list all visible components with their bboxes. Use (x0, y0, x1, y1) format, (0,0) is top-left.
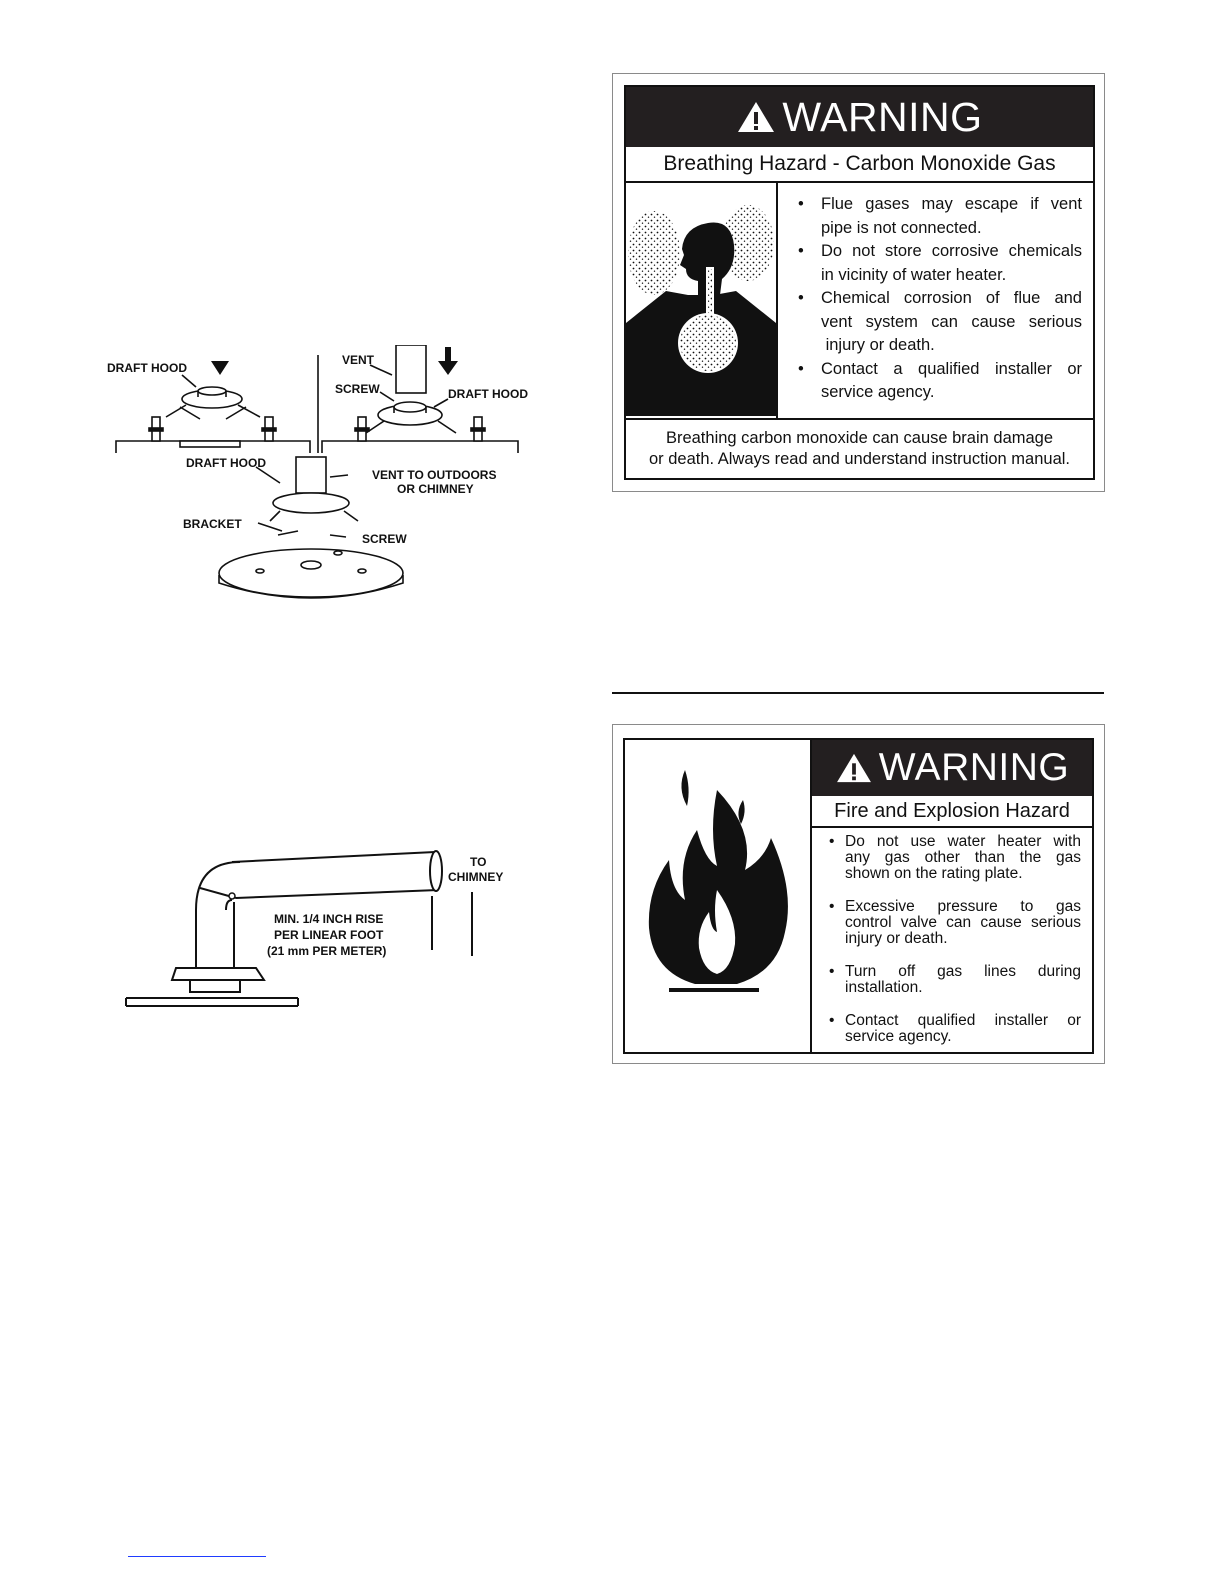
section-divider (612, 692, 1104, 694)
label-screw-top: SCREW (335, 382, 380, 396)
fire-warning-bullets (825, 834, 1081, 1045)
co-bullet-1: • Flue gases may escape if vent pipe is not connected. (794, 193, 1082, 240)
label-rise-line-2: PER LINEAR FOOT (274, 928, 384, 942)
label-or-chimney: OR CHIMNEY (397, 482, 474, 496)
label-bracket: BRACKET (183, 517, 242, 531)
warning-triangle-icon (835, 752, 873, 784)
fire-warning-title: WARNING (878, 746, 1070, 789)
fire-bullet-2: • Excessive pressure to gas control valve can cause serious injury or death. (825, 899, 1081, 947)
co-bullet-2: • Do not store corrosive chemicals in vicinity of water heater. (794, 240, 1082, 287)
warning-triangle-icon (736, 100, 776, 134)
label-rise-line-1: MIN. 1/4 INCH RISE (274, 912, 384, 926)
fire-warning-header (812, 740, 1092, 796)
label-screw-bottom: SCREW (362, 532, 407, 546)
fire-bullet-3: • Turn off gas lines during installation. (825, 964, 1081, 996)
co-warning-subtitle: Breathing Hazard - Carbon Monoxide Gas (626, 147, 1093, 183)
label-draft-hood-top-right: DRAFT HOOD (448, 387, 528, 401)
label-vent-to-outdoors: VENT TO OUTDOORS (372, 468, 497, 482)
co-bullet-3: • Chemical corrosion of flue and vent system can cause serious injury or death. (794, 287, 1082, 358)
footer-link-underline[interactable] (128, 1556, 266, 1557)
label-chimney: CHIMNEY (448, 870, 504, 884)
fire-pictogram (625, 740, 812, 1052)
co-warning-bullets (794, 193, 1082, 405)
label-draft-hood-bottom: DRAFT HOOD (186, 456, 266, 470)
fire-warning-label (612, 724, 1105, 1064)
fire-bullet-4: • Contact qualified installer or service agency. (825, 1013, 1081, 1045)
flame-icon (625, 740, 810, 1052)
fire-bullet-1: • Do not use water heater with any gas other than the gas shown on the rating plate. (825, 834, 1081, 882)
co-warning-header (626, 87, 1093, 147)
co-bullet-4: • Contact a qualified installer or service agency. (794, 358, 1082, 405)
person-breathing-gas-icon (626, 183, 776, 416)
label-draft-hood-top-left: DRAFT HOOD (107, 361, 187, 375)
label-vent: VENT (342, 353, 375, 367)
fire-warning-subtitle: Fire and Explosion Hazard (812, 796, 1092, 828)
draft-hood-figure (100, 345, 540, 620)
co-warning-title: WARNING (782, 93, 983, 140)
co-warning-footer: Breathing carbon monoxide can cause brain damage or death. Always read and understand instruction manual. (626, 418, 1093, 478)
vent-rise-figure (120, 840, 530, 1020)
label-to: TO (470, 855, 487, 869)
co-pictogram (626, 183, 778, 418)
label-rise-line-3: (21 mm PER METER) (267, 944, 387, 958)
co-warning-label (612, 73, 1105, 492)
